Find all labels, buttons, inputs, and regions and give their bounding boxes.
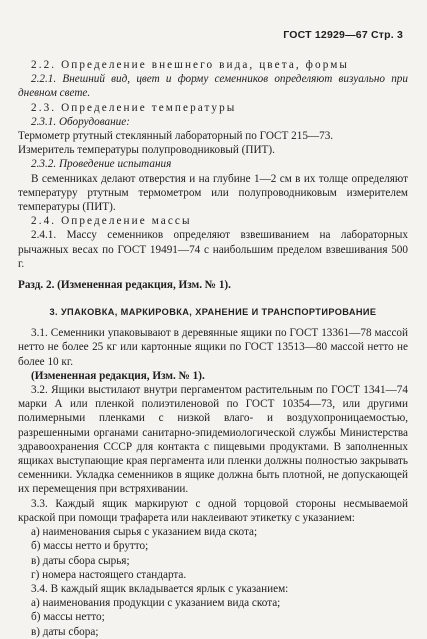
list-item-3-3-a: а) наименования сырья с указанием вида скота; (31, 526, 258, 539)
list-item-3-4-a: а) наименования продукции с указанием вида скота; (31, 597, 281, 610)
amendment-note-3-1: (Измененная редакция, Изм. № 1). (31, 369, 205, 382)
paragraph-test-procedure: В семенниках делают отверстия и на глубине 1—2 см в их толще определяют температуру ртутным термометром или полупроводниковым измерителем температуры (ПИТ). (18, 172, 408, 214)
section-2-4-heading: 2.4. Определение массы (31, 215, 192, 228)
paragraph-2-4-1: 2.4.1. Массу семенников определяют взвешиванием на лабораторных рычажных весах по ГОСТ 19491—74 с наибольшим пределом взвешивания 500 г. (18, 229, 408, 270)
list-item-3-3-d: г) номера настоящего стандарта. (31, 568, 187, 581)
list-item-3-4-c: в) даты сбора; (31, 625, 99, 638)
equipment-line-2: Измеритель температуры полупроводниковый (ПИТ). (18, 144, 275, 157)
section-2-2-heading: 2.2. Определение внешнего вида, цвета, формы (31, 59, 350, 71)
amendment-note-section-2: Разд. 2. (Измененная редакция, Изм. № 1). (18, 279, 231, 292)
page-header: ГОСТ 12929—67 Стр. 3 (283, 29, 403, 41)
equipment-line-1: Термометр ртутный стеклянный лабораторный по ГОСТ 215—73. (18, 130, 334, 143)
section-2-3-heading: 2.3. Определение температуры (31, 101, 237, 114)
paragraph-2-3-1: 2.3.1. Оборудование: (31, 115, 130, 128)
paragraph-3-1: 3.1. Семенники упаковывают в деревянные ящики по ГОСТ 13361—78 массой нетто не более 25 кг или картонные ящики по ГОСТ 13513—80 массой нетто не более 10 кг. (18, 327, 408, 368)
list-item-3-3-c: в) даты сбора сырья; (31, 554, 130, 567)
list-item-3-4-b: б) массы нетто; (31, 611, 105, 624)
paragraph-3-4: 3.4. В каждый ящик вкладывается ярлык с указанием: (31, 582, 289, 595)
document-body (18, 58, 408, 639)
paragraph-3-3: 3.3. Каждый ящик маркируют с одной торцовой стороны несмываемой краской при помощи трафарета или наклеивают этикетку с указанием: (18, 497, 408, 524)
paragraph-2-2-1: 2.2.1. Внешний вид, цвет и форму семенников определяют визуально при дневном свете. (18, 73, 408, 100)
paragraph-3-2: 3.2. Ящики выстилают внутри пергаментом растительным по ГОСТ 1341—74 марки А или пленкой полиэтиленовой по ГОСТ 10354—73, или другими полимерными пленками с низкой влаго- и воздухопроницаемостью, разрешенными органами санитарно-эпидемиологической службы Министерства здравоохранения СССР для контакта с пищевыми продуктами. В заполненных ящиках выступающие края пергамента или пленки должны полностью закрывать семенники. Укладка семенников в ящике должна быть плотной, не допускающей их перемещения при встряхивании. (18, 384, 408, 496)
section-3-title: 3. УПАКОВКА, МАРКИРОВКА, ХРАНЕНИЕ И ТРАНСПОРТИРОВАНИЕ (49, 307, 377, 318)
list-item-3-3-b: б) массы нетто и брутто; (31, 540, 149, 553)
paragraph-2-3-2: 2.3.2. Проведение испытания (31, 158, 172, 171)
